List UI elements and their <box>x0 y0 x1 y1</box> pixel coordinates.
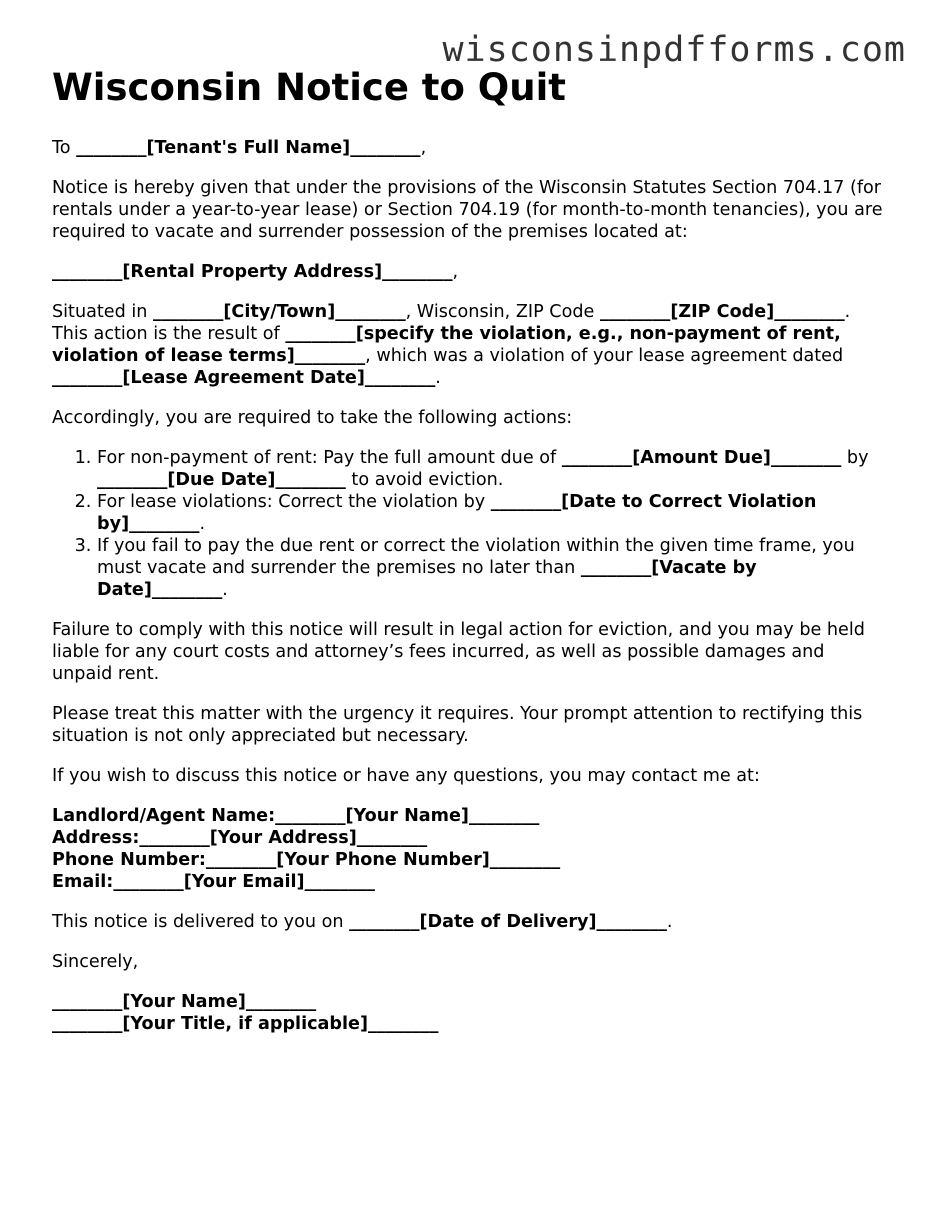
accordingly-paragraph: Accordingly, you are required to take the following actions: <box>52 408 573 428</box>
action-2-text-1: For lease violations: Correct the violation by <box>97 492 491 512</box>
lease-date-field: ________[Lease Agreement Date]________ <box>52 368 436 388</box>
document-title: Wisconsin Notice to Quit <box>52 66 566 109</box>
failure-paragraph: Failure to comply with this notice will result in legal action for eviction, and you may be held liable for any court costs and attorney’s fees incurred, as well as possible damages and unpaid rent. <box>52 620 865 684</box>
actions-list <box>52 447 888 601</box>
delivery-text-2: . <box>666 912 673 932</box>
action-3-text-2: . <box>222 580 228 600</box>
action-1-text-1: For non-payment of rent: Pay the full amount due of <box>97 448 562 468</box>
signature-name-field: ________[Your Name]________ <box>52 992 317 1012</box>
rental-address-field: ________[Rental Property Address]________ <box>52 262 453 282</box>
contact-name-field: Landlord/Agent Name:________[Your Name]________ <box>52 806 540 826</box>
tenant-name-field: ________[Tenant's Full Name]________ <box>76 138 421 158</box>
situated-text-3: . This action is the result of <box>52 302 851 344</box>
signature-title-field: ________[Your Title, if applicable]________ <box>52 1014 439 1034</box>
closing-salutation: Sincerely, <box>52 952 139 972</box>
delivery-date-field: ________[Date of Delivery]________ <box>349 912 667 932</box>
amount-due-field: ________[Amount Due]________ <box>561 448 842 468</box>
action-1-text-3: to avoid eviction. <box>345 470 504 490</box>
correct-date-field: ________[Date to Correct Violation by]________ <box>97 492 817 534</box>
discuss-paragraph: If you wish to discuss this notice or have any questions, you may contact me at: <box>52 766 760 786</box>
to-prefix: To <box>52 138 77 158</box>
to-line <box>52 137 888 159</box>
due-date-field: ________[Due Date]________ <box>97 470 346 490</box>
situated-text-1: Situated in <box>52 302 154 322</box>
action-2-text-2: . <box>199 514 206 534</box>
zip-field: ________[ZIP Code]________ <box>599 302 845 322</box>
vacate-date-field: ________[Vacate by Date]________ <box>97 558 757 600</box>
site-watermark: wisconsinpdfforms.com <box>442 30 906 70</box>
action-1-text-2: by <box>841 448 869 468</box>
contact-address-field: Address:________[Your Address]________ <box>52 828 428 848</box>
contact-block <box>52 805 888 893</box>
situated-text-4: , which was a violation of your lease agreement dated <box>365 346 844 366</box>
delivery-paragraph <box>52 911 888 933</box>
situated-paragraph <box>52 301 888 389</box>
situated-text-5: . <box>435 368 441 388</box>
situated-text-2: , Wisconsin, ZIP Code <box>405 302 600 322</box>
address-line <box>52 261 888 283</box>
signature-block <box>52 991 888 1035</box>
intro-paragraph: Notice is hereby given that under the provisions of the Wisconsin Statutes Section 704.17 (for rentals under a year-to-year lease) or Section 704.19 (for month-to-month tenancies), you are required to vacate and surrender possession of the premises located at: <box>52 178 883 242</box>
to-suffix: , <box>420 138 427 158</box>
contact-email-field: Email:________[Your Email]________ <box>52 872 375 892</box>
action-item-vacate <box>97 535 888 601</box>
city-field: ________[City/Town]________ <box>153 302 406 322</box>
urgency-paragraph: Please treat this matter with the urgency it requires. Your prompt attention to rectifying this situation is not only appreciated but necessary. <box>52 704 863 746</box>
action-3-text-1: If you fail to pay the due rent or correct the violation within the given time frame, you must vacate and surrender the premises no later than <box>97 536 855 578</box>
contact-phone-field: Phone Number:________[Your Phone Number]________ <box>52 850 561 870</box>
address-suffix: , <box>452 262 459 282</box>
delivery-text-1: This notice is delivered to you on <box>52 912 350 932</box>
violation-field: ________[specify the violation, e.g., non-payment of rent, violation of lease terms]________ <box>52 324 841 366</box>
notice-document <box>52 66 888 1053</box>
action-item-nonpayment <box>97 447 888 491</box>
action-item-lease-violation <box>97 491 888 535</box>
